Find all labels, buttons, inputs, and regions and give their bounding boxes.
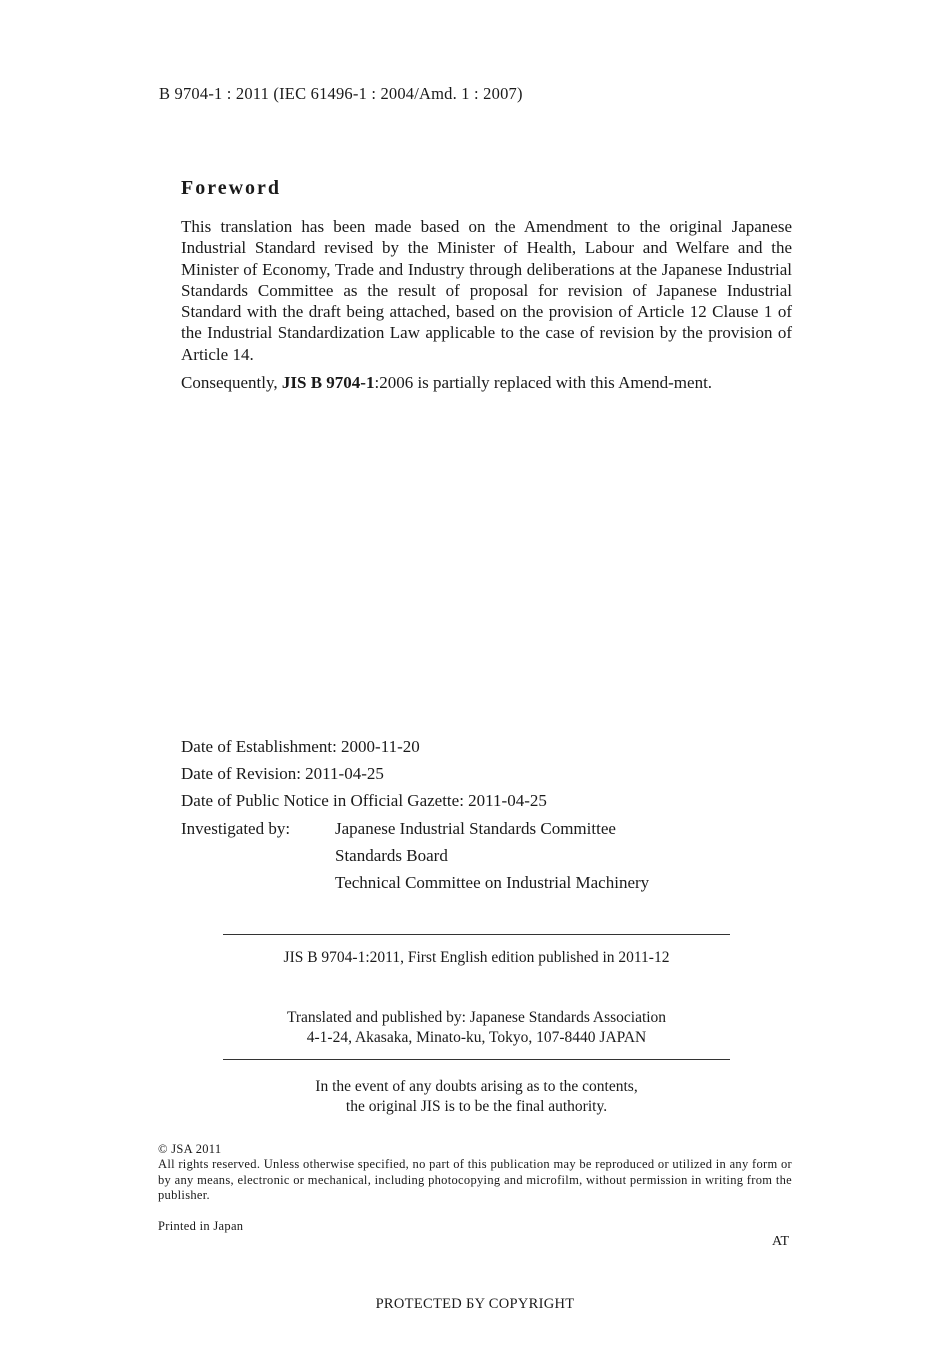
investigated-by-row <box>181 819 649 846</box>
standard-reference: JIS B 9704-1 <box>281 373 375 393</box>
paragraph-2-prefix: Consequently, <box>181 373 278 393</box>
date-revision: Date of Revision: 2011-04-25 <box>181 764 384 784</box>
date-public-notice: Date of Public Notice in Official Gazette: 2011-04-25 <box>181 791 547 811</box>
document-code: AT <box>772 1234 790 1249</box>
investigated-by-label: Investigated by: <box>181 818 291 838</box>
investigated-by-line-1: Japanese Industrial Standards Committee <box>335 818 616 838</box>
paragraph-2-suffix: :2006 is partially replaced with this Amend-ment. <box>374 373 713 393</box>
copyright-notice: © JSA 2011 <box>158 1142 222 1156</box>
investigated-by-line-2: Standards Board <box>335 845 448 865</box>
copyright-block <box>158 1142 792 1204</box>
authority-line-1: In the event of any doubts arising as to the contents, <box>315 1078 638 1095</box>
edition-info: JIS B 9704-1:2011, First English edition published in 2011-12 <box>283 949 670 966</box>
copyright-text: All rights reserved. Unless otherwise specified, no part of this publication may be reproduced or utilized in any form or by any means, electronic or mechanical, including photocopying and microfilm, without permission in writing from the publisher. <box>158 1157 792 1203</box>
authority-notice <box>223 1077 730 1117</box>
printed-in: Printed in Japan <box>158 1219 244 1233</box>
document-designation: B 9704-1 : 2011 (IEC 61496-1 : 2004/Amd. 1 : 2007) <box>159 84 523 103</box>
foreword-title: Foreword <box>181 177 282 199</box>
dates-block <box>181 737 649 900</box>
authority-line-2: the original JIS is to be the final authority. <box>345 1098 608 1115</box>
divider-top <box>223 934 730 935</box>
publisher-address: 4-1-24, Akasaka, Minato-ku, Tokyo, 107-8440 JAPAN <box>306 1029 647 1046</box>
date-establishment: Date of Establishment: 2000-11-20 <box>181 737 420 756</box>
investigated-by-line-3: Technical Committee on Industrial Machinery <box>335 872 650 892</box>
protected-watermark: PROTECTED БY COPYRIGHT <box>375 1296 575 1312</box>
foreword-paragraph-2 <box>181 372 792 393</box>
publisher-line: Translated and published by: Japanese Standards Association <box>286 1009 667 1026</box>
divider-bottom <box>223 1059 730 1060</box>
publisher-info <box>223 1008 730 1048</box>
foreword-paragraph-1: This translation has been made based on the Amendment to the original Japanese Industrial Standard revised by the Minister of Health, Labour and Welfare and the Minister of Economy, Trade and Industry through deliberations at the Japanese Industrial Standards Committee as the result of proposal for revision of Japanese Industrial Standard with the draft being attached, based on the provision of Article 12 Clause 1 of the Industrial Standardization Law applicable to the case of revision by the provision of Article 14. <box>181 217 792 364</box>
foreword-body <box>181 216 792 400</box>
